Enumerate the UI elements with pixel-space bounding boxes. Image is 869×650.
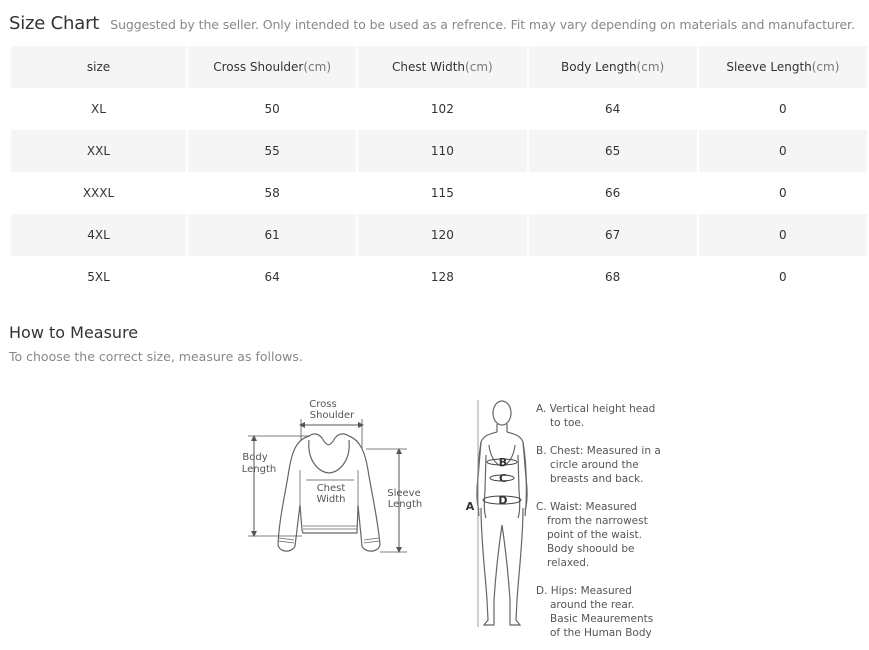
body-figure [477,400,527,627]
cell-body-length: 64 [604,102,621,116]
sleeve-length-label-line2: Length [387,499,423,510]
cell-size: XXXL [82,186,115,200]
note-d-line3: Basic Meaurements [550,613,654,625]
col-header-chest-width: Chest Width(cm) [358,46,526,88]
body-head [493,401,511,425]
body-length-label-line1: Body [242,452,268,463]
note-b-line1: B. Chest: Measured in a [536,445,661,457]
body-markers [466,456,508,513]
cell-body-length: 66 [604,186,621,200]
sweater-left-cuff [279,538,294,543]
cell-size: 5XL [87,270,110,284]
cell-chest-width: 115 [430,186,454,200]
note-d-line4: of the Human Body [550,627,652,639]
cell-sleeve-length: 0 [779,102,787,116]
body-length-label-line2: Length [241,464,277,475]
note-b-line3: breasts and back. [550,473,644,485]
cell-size: 4XL [11,214,186,256]
cross-shoulder-label-line2: Shoulder [309,410,355,421]
sweater-hem [303,526,357,529]
note-a-line2: to toe. [550,417,585,429]
cell-chest-width: 102 [430,102,454,116]
cell-chest-width: 110 [358,130,526,172]
cell-cross-shoulder: 64 [264,270,280,284]
cell-sleeve-length: 0 [779,186,787,200]
marker-c: C [498,472,508,485]
cell-cross-shoulder: 58 [264,186,280,200]
cell-size: XL [91,102,106,116]
col-header-sleeve-length: Sleeve Length(cm) [699,46,867,88]
cell-chest-width: 128 [430,270,454,284]
marker-a: A [465,500,475,513]
sleeve-length-label-line1: Sleeve [387,488,421,499]
body-right-arm [518,442,526,518]
cell-size: XXL [11,130,186,172]
how-to-measure-title: How to Measure [9,323,139,342]
seller-note: Suggested by the seller. Only intended to be used as a refrence. Fit may vary depending on materials and manufacturer. [110,17,855,32]
cell-sleeve-length: 0 [779,270,787,284]
page-title: Size Chart [9,13,100,34]
sweater-labels [242,399,423,510]
note-a-line1: A. Vertical height head [536,403,656,415]
marker-d: D [498,494,508,507]
col-header-body-length: Body Length(cm) [529,46,697,88]
note-b-line2: circle around the [550,459,639,471]
body-left-arm [478,442,486,518]
note-c-line2: from the narrowest [547,515,648,527]
marker-b: B [498,456,508,469]
cell-sleeve-length: 0 [699,130,867,172]
cell-body-length: 68 [604,270,621,284]
how-to-measure-subtitle: To choose the correct size, measure as follows. [9,349,303,364]
cell-sleeve-length: 0 [699,214,867,256]
cross-shoulder-label-line1: Cross [309,399,337,410]
cell-chest-width: 120 [358,214,526,256]
note-c-line3: point of the waist. [547,529,643,541]
note-c-line1: C. Waist: Measured [536,501,637,513]
note-c-line5: relaxed. [547,557,590,569]
cell-body-length: 65 [529,130,697,172]
note-c-line4: Body shoould be [547,543,635,555]
cell-body-length: 67 [529,214,697,256]
chest-width-label-line1: Chest [316,483,346,494]
col-header-cross-shoulder: Cross Shoulder(cm) [188,46,356,88]
measure-notes [536,403,661,639]
body-legs [481,508,523,625]
chest-width-label-line2: Width [316,494,346,505]
sweater-right-cuff [364,538,379,543]
col-header-size: size [11,46,186,88]
cell-cross-shoulder: 50 [264,102,280,116]
note-d-line2: around the rear. [550,599,635,611]
cell-cross-shoulder: 61 [188,214,356,256]
note-d-line1: D. Hips: Measured [536,585,632,597]
cell-cross-shoulder: 55 [188,130,356,172]
